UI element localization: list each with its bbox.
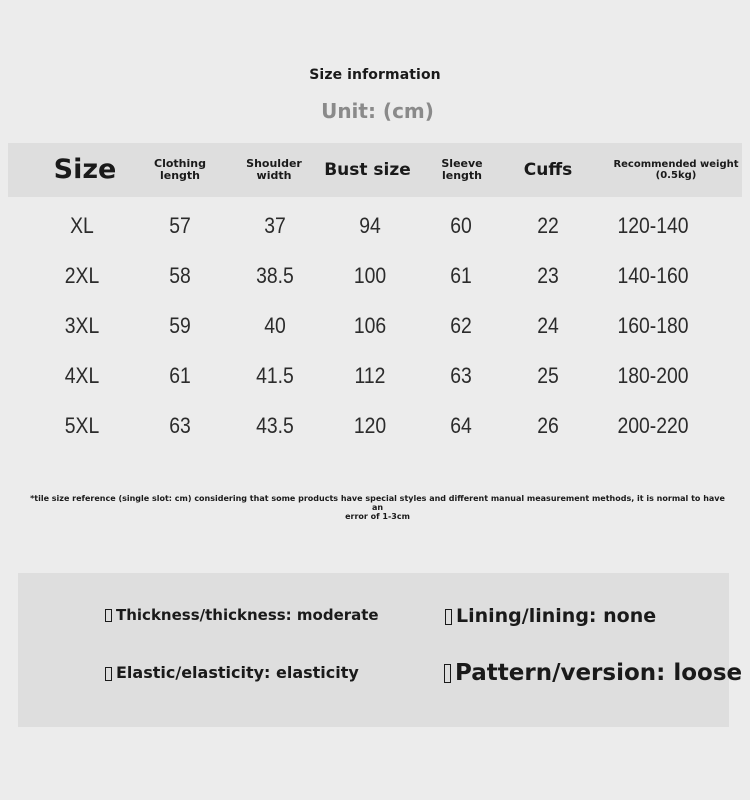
- header-sleeve-length: [418, 143, 506, 197]
- attribute-text: Lining/lining: none: [456, 605, 657, 627]
- value-cell: 41.5: [256, 363, 294, 388]
- value-cell: 37: [264, 213, 286, 238]
- value-cell: 25: [537, 363, 559, 388]
- header-recommended-weight: [612, 143, 740, 197]
- value-cell: 57: [169, 213, 191, 238]
- value-cell: 120: [353, 413, 387, 438]
- size-cell: 3XL: [64, 313, 100, 338]
- value-cell: 112: [354, 363, 386, 388]
- attribute-pattern: [444, 660, 742, 686]
- value-cell: 60: [450, 213, 472, 238]
- box-icon: [444, 664, 451, 683]
- unit-label: Unit: (cm): [321, 99, 434, 123]
- box-icon: [445, 609, 452, 625]
- value-cell: 94: [359, 213, 381, 238]
- page-title: Size information: [309, 67, 441, 83]
- value-cell: 24: [537, 313, 559, 338]
- value-cell: 38.5: [256, 263, 294, 288]
- value-cell: 106: [353, 313, 387, 338]
- header-bust-size: [315, 143, 420, 197]
- attribute-text: Elastic/elasticity: elasticity: [116, 663, 359, 682]
- header-label-line1: Clothing: [154, 157, 206, 170]
- header-cuffs: [503, 143, 593, 197]
- value-cell: 22: [537, 213, 559, 238]
- attributes-panel: [18, 573, 729, 727]
- measurement-note: [30, 494, 725, 521]
- header-label-line1: Sleeve: [441, 157, 483, 170]
- attribute-text: Thickness/thickness: moderate: [116, 606, 379, 624]
- header-size: [30, 143, 140, 197]
- value-cell: 40: [264, 313, 286, 338]
- attribute-elasticity: [105, 663, 359, 682]
- value-cell: 120-140: [617, 213, 689, 238]
- value-cell: 64: [450, 413, 472, 438]
- header-label: Cuffs: [523, 160, 573, 180]
- value-cell: 100: [353, 263, 387, 288]
- header-label-line2: (0.5kg): [655, 170, 697, 181]
- size-cell: 5XL: [64, 413, 100, 438]
- header-label-line1: Shoulder: [246, 157, 302, 170]
- attribute-lining: [445, 605, 656, 627]
- value-cell: 160-180: [617, 313, 689, 338]
- value-cell: 63: [169, 413, 191, 438]
- box-icon: [105, 609, 112, 622]
- size-cell: 2XL: [64, 263, 100, 288]
- value-cell: 58: [169, 263, 191, 288]
- note-line1: *tile size reference (single slot: cm) considering that some products have special styles and different manual measurement methods, it is normal to have an: [30, 494, 725, 512]
- header-label-line1: Recommended weight: [613, 159, 739, 170]
- header-shoulder-width: [229, 143, 319, 197]
- header-label-line2: length: [441, 169, 483, 182]
- box-icon: [105, 667, 112, 681]
- header-label-line2: length: [159, 169, 201, 182]
- value-cell: 61: [169, 363, 191, 388]
- value-cell: 62: [450, 313, 472, 338]
- value-cell: 26: [537, 413, 559, 438]
- size-cell: XL: [70, 213, 94, 238]
- value-cell: 23: [537, 263, 559, 288]
- value-cell: 200-220: [617, 413, 689, 438]
- value-cell: 59: [169, 313, 191, 338]
- value-cell: 63: [450, 363, 472, 388]
- value-cell: 61: [450, 263, 472, 288]
- header-size-label: Size: [53, 154, 117, 185]
- header-label: Bust size: [324, 160, 411, 180]
- size-cell: 4XL: [64, 363, 100, 388]
- value-cell: 180-200: [617, 363, 689, 388]
- header-clothing-length: [135, 143, 225, 197]
- value-cell: 140-160: [617, 263, 689, 288]
- note-line2: error of 1-3cm: [345, 512, 410, 521]
- value-cell: 43.5: [256, 413, 294, 438]
- header-label-line2: width: [256, 169, 292, 182]
- attribute-thickness: [105, 606, 379, 624]
- attribute-text: Pattern/version: loose: [455, 660, 743, 686]
